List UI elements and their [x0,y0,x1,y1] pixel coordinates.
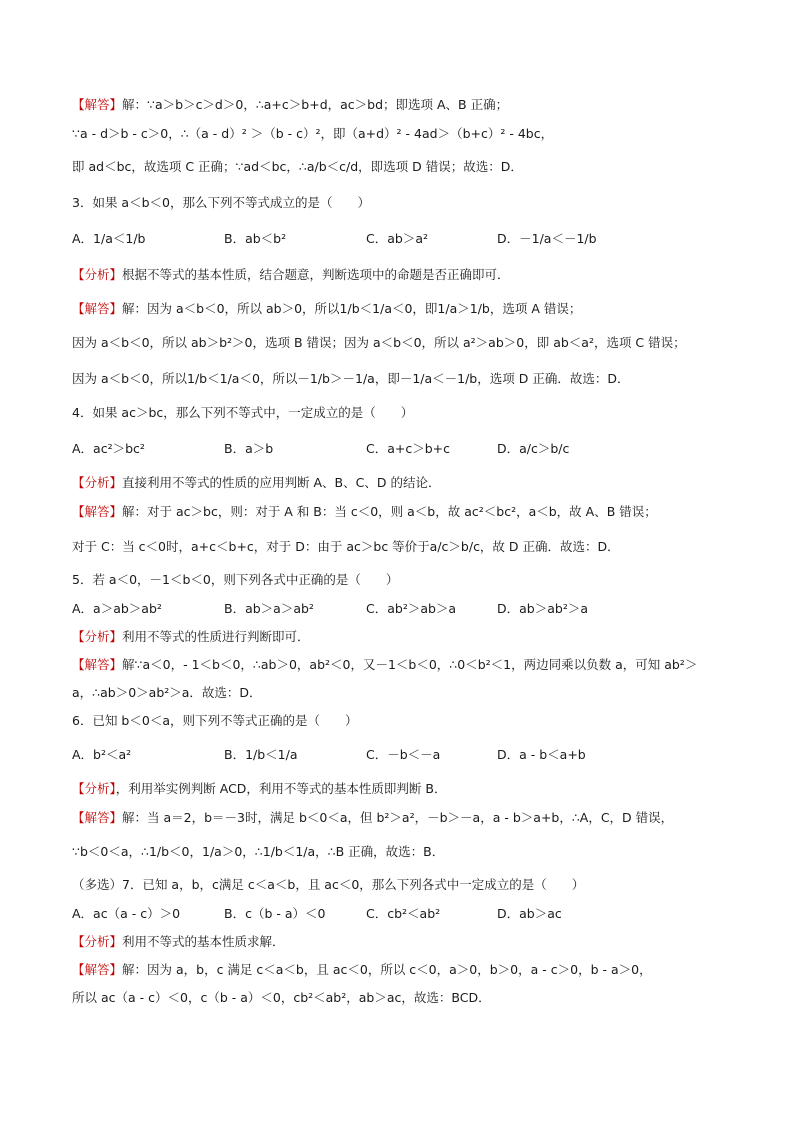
section-body: 解：因为 a，b，c 满足 c＜a＜b，且 ac＜0，所以 c＜0，a＞0，b＞0，a - c＞0，b - a＞0， [122,962,652,977]
section-body: 解：∵a＞b＞c＞d＞0，∴a+c＞b+d，ac＞bd；即选项 A、B 正确； [122,97,509,112]
section-tag: 【解答】 [72,97,123,112]
answer-text [72,97,508,112]
option-a: A．ac²＞bc² [72,441,145,456]
question-stem: 3．如果 a＜b＜0，那么下列不等式成立的是（ ） [72,195,370,210]
section-tag: 【分析】 [72,475,123,490]
option-d: D．a - b＜a+b [497,747,586,762]
option-b: B．a＞b [224,441,274,456]
section-body: 解：当 a＝2，b＝－3时，满足 b＜0＜a，但 b²＞a²，－b＞－a，a - b＞a+b，∴A，C，D 错误， [122,810,674,825]
option-d: D．ab＞ab²＞a [497,601,588,616]
answer-line [72,125,553,143]
option-a: A．b²＜a² [72,747,132,762]
option-d: D．a/c＞b/c [497,441,570,456]
section-tag: 【分析】 [72,267,123,282]
answer-line: 所以 ac（a - c）＜0，c（b - a）＜0，cb²＜ab²，ab＞ac，故选：BCD． [72,990,491,1005]
option-b: B．ab＜b² [224,231,287,246]
analysis [72,474,440,492]
option-c: C．cb²＜ab² [366,906,441,921]
section-body: 根据不等式的基本性质，结合题意，判断选项中的命题是否正确即可． [122,267,510,282]
answer-line: a，∴ab＞0＞ab²＞a．故选：D． [72,685,262,700]
section-body: 利用不等式的基本性质求解． [122,934,285,949]
answer-line: 因为 a＜b＜0，所以1/b＜1/a＜0，所以－1/b＞－1/a，即－1/a＜－1/b，选项 D 正确．故选：D． [72,371,630,386]
answer-text: 即 ad＜bc，故选项 C 正确；∵ad＜bc，∴a/b＜c/d，即选项 D 错误；故选：D． [72,159,523,174]
option-a: A．1/a＜1/b [72,231,146,246]
option-c: C．ab＞a² [366,231,428,246]
section-body: 利用不等式的性质进行判断即可． [122,629,310,644]
section-tag: 【解答】 [72,810,123,825]
option-b: B．ab＞a＞ab² [224,601,314,616]
answer-line [72,503,657,521]
analysis [72,266,510,284]
section-body: 解∵a＜0，- 1＜b＜0，∴ab＞0，ab²＜0，又－1＜b＜0，∴0＜b²＜1，两边同乘以负数 a，可知 ab²＞ [122,657,698,672]
section-tag: 【解答】 [72,504,123,519]
section-body: 直接利用不等式的性质的应用判断 A、B、C、D 的结论． [122,475,441,490]
question-stem: 5．若 a＜0，－1＜b＜0，则下列各式中正确的是（ ） [72,572,399,587]
question-stem: （多选）7．已知 a，b，c满足 c＜a＜b，且 ac＜0，那么下列各式中一定成立的是（ ） [72,877,585,892]
analysis [72,780,446,798]
section-tag: 【分析】 [72,934,123,949]
section-body: ，利用举实例判断 ACD，利用不等式的基本性质即判断 B． [115,781,447,796]
option-a: A．ac（a - c）＞0 [72,906,181,921]
answer-line [72,656,697,674]
section-tag: 【分析】 [72,781,116,796]
section-tag: 【分析】 [72,629,123,644]
answer-line [72,96,508,114]
option-d: D．－1/a＜－1/b [497,231,597,246]
section-body: 解：对于 ac＞bc，则：对于 A 和 B：当 c＜0，则 a＜b，故 ac²＜bc²，a＜b，故 A、B 错误； [122,504,657,519]
answer-line [72,809,673,827]
option-b: B．c（b - a）＜0 [224,906,326,921]
answer-line: ∵b＜0＜a，∴1/b＜0，1/a＞0，∴1/b＜1/a，∴B 正确，故选：B． [72,844,445,859]
answer-line [72,300,581,318]
question-stem: 4．如果 ac＞bc，那么下列不等式中，一定成立的是（ ） [72,405,414,420]
section-tag: 【解答】 [72,301,123,316]
option-c: C．－b＜－a [366,747,441,762]
option-c: C．a+c＞b+c [366,441,451,456]
option-d: D．ab＞ac [497,906,562,921]
answer-line: 对于 C：当 c＜0时，a+c＜b+c，对于 D：由于 ac＞bc 等价于a/c＞b/c，故 D 正确．故选：D． [72,539,620,554]
option-a: A．a＞ab＞ab² [72,601,162,616]
analysis [72,628,310,646]
answer-line [72,961,652,979]
analysis [72,933,285,951]
answer-line [72,158,523,176]
answer-line: 因为 a＜b＜0，所以 ab＞b²＞0，选项 B 错误；因为 a＜b＜0，所以 a²＞ab＞0，即 ab＜a²，选项 C 错误； [72,335,686,350]
section-tag: 【解答】 [72,657,123,672]
option-c: C．ab²＞ab＞a [366,601,457,616]
answer-text: ∵a - d＞b - c＞0，∴（a - d）² ＞（b - c）²，即（a+d）² - 4ad＞（b+c）² - 4bc， [72,126,554,141]
section-body: 解：因为 a＜b＜0，所以 ab＞0，所以1/b＜1/a＜0，即1/a＞1/b，选项 A 错误； [122,301,582,316]
question-stem: 6．已知 b＜0＜a，则下列不等式正确的是（ ） [72,713,358,728]
section-tag: 【解答】 [72,962,123,977]
option-b: B．1/b＜1/a [224,747,298,762]
